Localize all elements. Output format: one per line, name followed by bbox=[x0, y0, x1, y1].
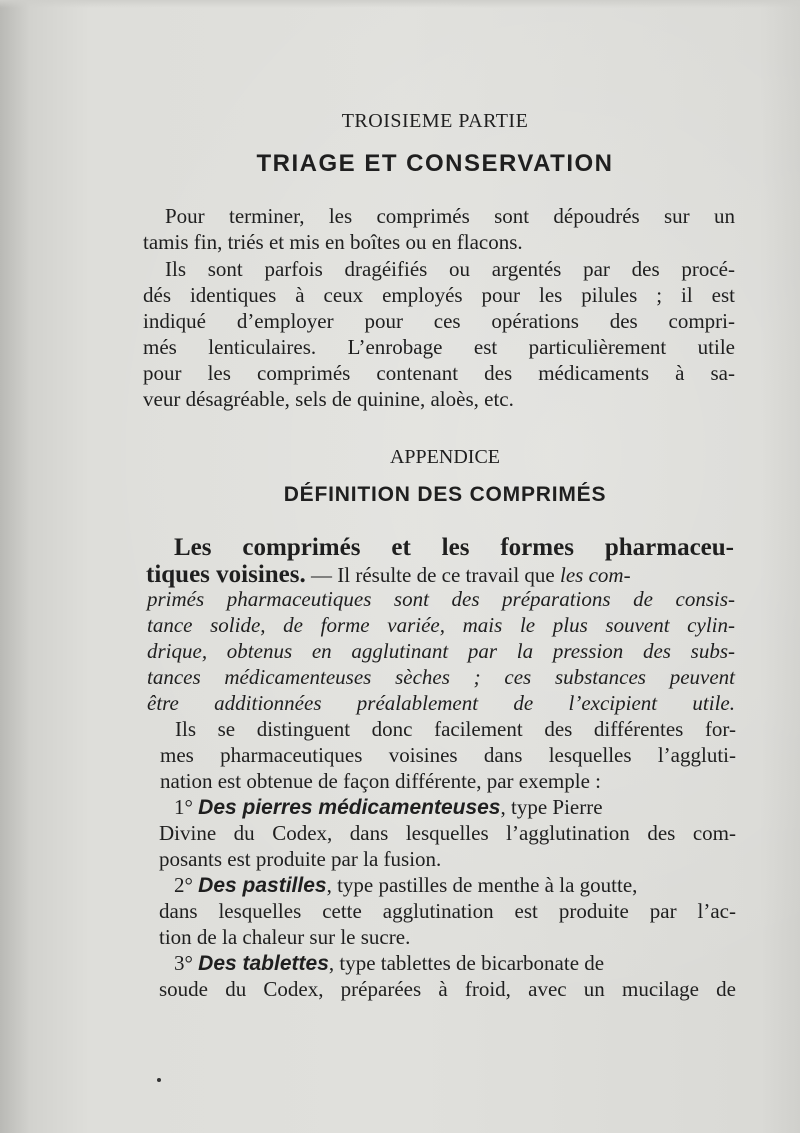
item-3-first-line bbox=[174, 950, 604, 977]
definition-line-2 bbox=[146, 561, 736, 589]
item-2-line-2: tion de la chaleur sur le sucre. bbox=[159, 925, 411, 949]
definition-title-line-2: tiques voisines. bbox=[146, 561, 306, 588]
part-line-4: dés identiques à ceux employés pour les pilules ; il est bbox=[143, 283, 735, 307]
definition-italic-line-2: tance solide, de forme variée, mais le plus souvent cylin- bbox=[147, 613, 735, 637]
item-3-first-rest: , type tablettes de bicarbonate de bbox=[328, 951, 605, 975]
item-2-first-line bbox=[174, 872, 637, 899]
definition-intro-text: — Il résulte de ce travail que bbox=[305, 563, 560, 587]
item-1-line-1: Divine du Codex, dans lesquelles l’agglutination des com- bbox=[159, 821, 736, 845]
item-1-line-2: posants est produite par la fusion. bbox=[159, 847, 442, 871]
part-title: TRIAGE ET CONSERVATION bbox=[256, 150, 614, 177]
definition-title-line-1: Les comprimés et les formes pharmaceu- bbox=[174, 534, 734, 561]
part-line-1: Pour terminer, les comprimés sont dépoudrés sur un bbox=[165, 204, 735, 228]
definition-italic-line-3: drique, obtenus en agglutinant par la pression des subs- bbox=[147, 639, 735, 663]
item-1-term: Des pierres médicamenteuses bbox=[198, 796, 501, 819]
body-line-3: nation est obtenue de façon différente, par exemple : bbox=[160, 769, 602, 793]
item-3-term: Des tablettes bbox=[198, 952, 329, 975]
item-3-line-1: soude du Codex, préparées à froid, avec un mucilage de bbox=[159, 977, 736, 1001]
item-2-term: Des pastilles bbox=[198, 874, 327, 897]
part-line-6: més lenticulaires. L’enrobage est particulièrement utile bbox=[143, 335, 735, 359]
item-2-number: 2° bbox=[174, 873, 193, 897]
item-1-number: 1° bbox=[174, 795, 193, 819]
part-line-5: indiqué d’employer pour ces opérations des compri- bbox=[143, 309, 735, 333]
item-2-first-rest: , type pastilles de menthe à la goutte, bbox=[326, 873, 638, 897]
part-line-8: veur désagréable, sels de quinine, aloès, etc. bbox=[143, 387, 514, 411]
page-edge bbox=[0, 0, 800, 8]
item-1-first-line bbox=[174, 794, 740, 821]
appendix-title: DÉFINITION DES COMPRIMÉS bbox=[283, 483, 607, 506]
part-line-7: pour les comprimés contenant des médicaments à sa- bbox=[143, 361, 735, 385]
body-line-2: mes pharmaceutiques voisines dans lesquelles l’aggluti- bbox=[160, 743, 736, 767]
item-2-line-1: dans lesquelles cette agglutination est produite par l’ac- bbox=[159, 899, 736, 923]
definition-italic-start: les com- bbox=[560, 563, 631, 587]
part-line-2: tamis fin, triés et mis en boîtes ou en flacons. bbox=[143, 230, 523, 254]
appendix-heading: APPENDICE bbox=[389, 446, 500, 468]
definition-italic-line-5: être additionnées préalablement de l’excipient utile. bbox=[147, 691, 735, 715]
item-1-first-rest: , type Pierre bbox=[500, 795, 603, 819]
definition-italic-line-1: primés pharmaceutiques sont des préparations de consis- bbox=[147, 587, 735, 611]
part-line-3: Ils sont parfois dragéifiés ou argentés par des procé- bbox=[165, 257, 735, 281]
body-line-1: Ils se distinguent donc facilement des différentes for- bbox=[175, 717, 736, 741]
part-heading: TROISIEME PARTIE bbox=[341, 110, 529, 132]
item-3-number: 3° bbox=[174, 951, 193, 975]
paper-speck bbox=[157, 1078, 161, 1082]
definition-italic-line-4: tances médicamenteuses sèches ; ces substances peuvent bbox=[147, 665, 735, 689]
